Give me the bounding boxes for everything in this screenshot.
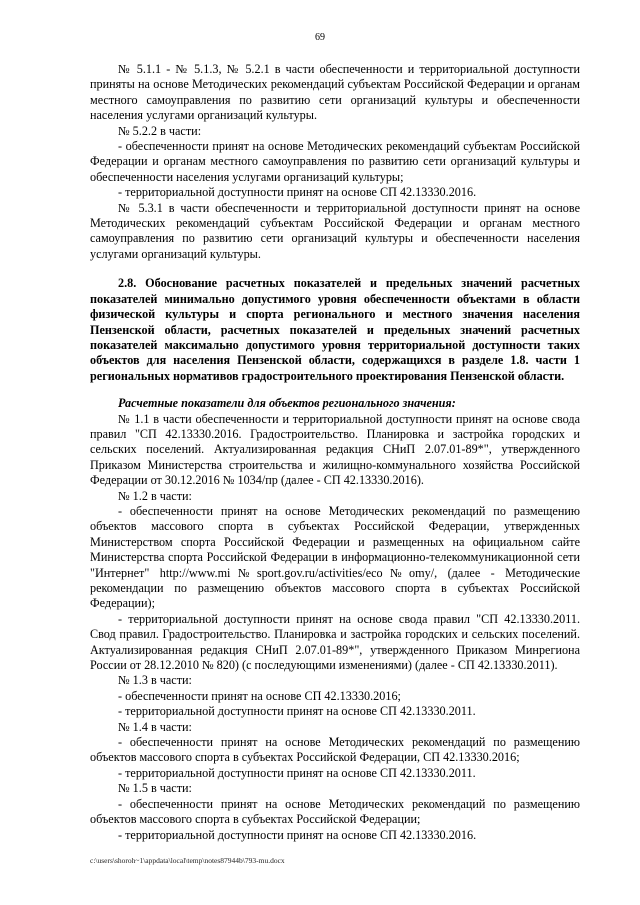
paragraph: № 1.1 в части обеспеченности и территориальной доступности принят на основе свода правил "СП 42.13330.2016. Градостроительство. Планировка и застройка городских и сельских поселений. Актуализированная редакция СНиП 2.07.01-89*", утвержденного Приказом Министерства строительства и жилищно-коммунального хозяйства Российской Федерации от 30.12.2016 № 1034/пр (далее - СП 42.13330.2016). [90, 411, 580, 488]
paragraph: - обеспеченности принят на основе Методических рекомендаций по размещению объектов массового спорта в субъектах Российской Федерации; [90, 796, 580, 827]
paragraph: - обеспеченности принят на основе Методических рекомендаций по размещению объектов массового спорта в субъектах Российской Федерации, утвержденных Министерством спорта Российской Федерации и размещенных на официальном сайте Министерства спорта Российской Федерации в информационно-телекоммуникационной сети "Интернет" http://www.mi№sport.gov.ru/activities/eco№omy/, (далее - Методические рекомендации по размещению объектов массового спорта в субъектах Российской Федерации); [90, 503, 580, 611]
paragraph: - обеспеченности принят на основе СП 42.13330.2016; [118, 688, 401, 703]
paragraph: № 5.2.2 в части: [118, 123, 202, 138]
paragraph: - территориальной доступности принят на основе СП 42.13330.2016. [118, 185, 477, 200]
paragraph: - территориальной доступности принят на основе СП 42.13330.2011. [118, 765, 476, 780]
paragraph: № 1.4 в части: [118, 719, 192, 734]
page-number: 69 [315, 32, 325, 43]
footer-file-path: c:\users\shoroh~1\appdata\local\temp\notes87944b\793-mu.docx [90, 856, 285, 865]
section-subheading: Расчетные показатели для объектов регионального значения: [118, 396, 456, 411]
section-heading: 2.8. Обоснование расчетных показателей и предельных значений расчетных показателей минимально допустимого уровня обеспеченности объектами в области физической культуры и спорта регионального и местного значения населения Пензенской области, расчетных показателей и предельных значений расчетных показателей максимально допустимого уровня территориальной доступности таких объектов для населения Пензенской области, содержащихся в разделе 1.8. части 1 региональных нормативов градостроительного проектирования Пензенской области. [90, 276, 580, 383]
paragraph: № 1.5 в части: [118, 781, 192, 796]
paragraph: № 1.2 в части: [118, 488, 192, 503]
paragraph: № 1.3 в части: [118, 673, 192, 688]
paragraph: - территориальной доступности принят на основе СП 42.13330.2016. [118, 827, 477, 842]
paragraph: - территориальной доступности принят на основе свода правил "СП 42.13330.2011. Свод правил. Градостроительство. Планировка и застройка городских и сельских поселений. Актуализированная редакция СНиП 2.07.01-89*", утвержденного Приказом Минрегиона России от 28.12.2010 № 820) (с последующими изменениями) (далее - СП 42.13330.2011). [90, 611, 580, 673]
paragraph: - обеспеченности принят на основе Методических рекомендаций субъектам Российской Федерации и органам местного самоуправления по развитию сети организаций культуры и обеспеченности населения услугами организаций культуры; [90, 139, 580, 184]
paragraph: № 5.1.1 - № 5.1.3, № 5.2.1 в части обеспеченности и территориальной доступности приняты на основе Методических рекомендаций субъектам Российской Федерации и органам местного самоуправления по развитию сети организаций культуры и обеспеченности населения услугами организаций культуры. [90, 62, 580, 123]
paragraph: - обеспеченности принят на основе Методических рекомендаций по размещению объектов массового спорта в субъектах Российской Федерации, СП 42.13330.2016; [90, 735, 580, 765]
paragraph: № 5.3.1 в части обеспеченности и территориальной доступности принят на основе Методических рекомендаций субъектам Российской Федерации и органам местного самоуправления по развитию сети организаций культуры и обеспеченности населения услугами организаций культуры. [90, 200, 580, 261]
paragraph: - территориальной доступности принят на основе СП 42.13330.2011. [118, 704, 476, 719]
document-body [90, 62, 580, 843]
